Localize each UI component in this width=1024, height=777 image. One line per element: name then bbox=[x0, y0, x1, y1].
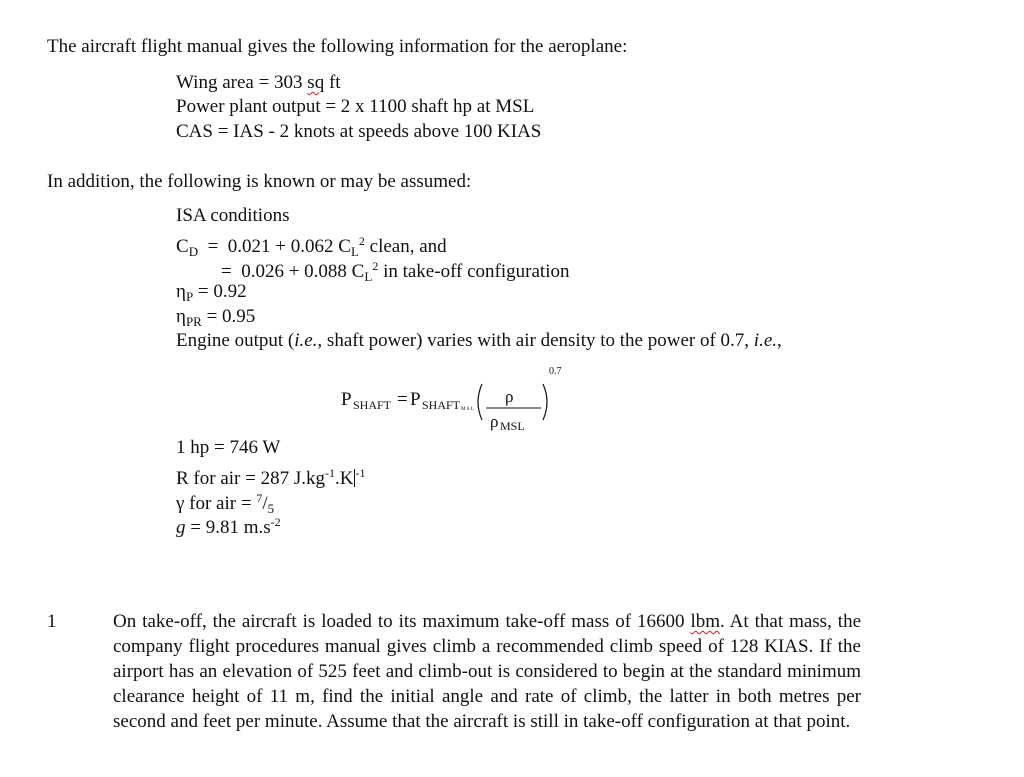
gamma-line: γ for air = $^7/_5$ bbox=[176, 491, 275, 516]
question-number: 1 bbox=[47, 611, 57, 632]
formula-lhs: P bbox=[341, 389, 352, 410]
formula-equals: = bbox=[397, 389, 408, 410]
eta-pr-line: $\eta_{PR} = 0.95$ bbox=[176, 306, 256, 329]
formula-left-paren bbox=[478, 384, 482, 420]
formula-denominator: ρ bbox=[490, 412, 499, 431]
cd-line-1: $C_D = 0.021 + 0.062$ $C_L^2$ clean, and bbox=[176, 234, 447, 259]
formula-lhs-sub: SHAFT bbox=[353, 398, 392, 412]
g-line: g = 9.81 $m.s^{-2}$ bbox=[176, 515, 281, 538]
intro-text: The aircraft flight manual gives the following information for the aeroplane: bbox=[47, 36, 628, 57]
spell-error-sq: sq bbox=[307, 72, 325, 93]
formula-rhs-sub: SHAFT bbox=[422, 398, 461, 412]
cd-line-2: = 0.026 + 0.088 $C_L^2$ in take-off configuration bbox=[221, 259, 570, 284]
r-air-line: R for air = 287 $J.kg^{-1}.K$ $^{-1}$ bbox=[176, 466, 366, 489]
formula-rhs: P bbox=[410, 389, 421, 410]
eta-p-line: $\eta_P = 0.92$ bbox=[176, 281, 247, 304]
addition-text: In addition, the following is known or may be assumed: bbox=[47, 171, 472, 192]
formula-right-paren bbox=[543, 384, 547, 420]
isa-line: ISA conditions bbox=[176, 205, 290, 226]
shaft-power-formula bbox=[335, 360, 595, 440]
wing-area-line: Wing area = 303 sq ft bbox=[176, 72, 341, 93]
question-text: On take-off, the aircraft is loaded to its maximum take-off mass of 16600 lbm. At that mass, the company flight procedures manual gives climb a recommended climb speed of 128 KIAS. If the airport has an elevation of 525 feet and climb-out is considered to begin at the standard minimum clearance height of 11 m, find the initial angle and rate of climb, the latter in both metres per second and feet per minute. Assume that the aircraft is still in take-off configuration at that point. bbox=[113, 611, 861, 732]
cas-line: CAS = IAS - 2 knots at speeds above 100 KIAS bbox=[176, 121, 542, 142]
power-line: Power plant output = 2 x 1100 shaft hp at MSL bbox=[176, 96, 535, 117]
hp-line: 1 hp = 746 W bbox=[176, 437, 281, 458]
spell-error-lbm: lbm bbox=[690, 611, 721, 632]
engine-output-line: Engine output (i.e., shaft power) varies with air density to the power of 0.7, i.e., bbox=[176, 330, 782, 351]
formula-numerator: ρ bbox=[505, 387, 514, 406]
formula-rhs-subsub: M S L bbox=[461, 407, 474, 412]
formula-denominator-sub: MSL bbox=[500, 419, 525, 433]
formula-exponent: 0.7 bbox=[549, 366, 562, 377]
